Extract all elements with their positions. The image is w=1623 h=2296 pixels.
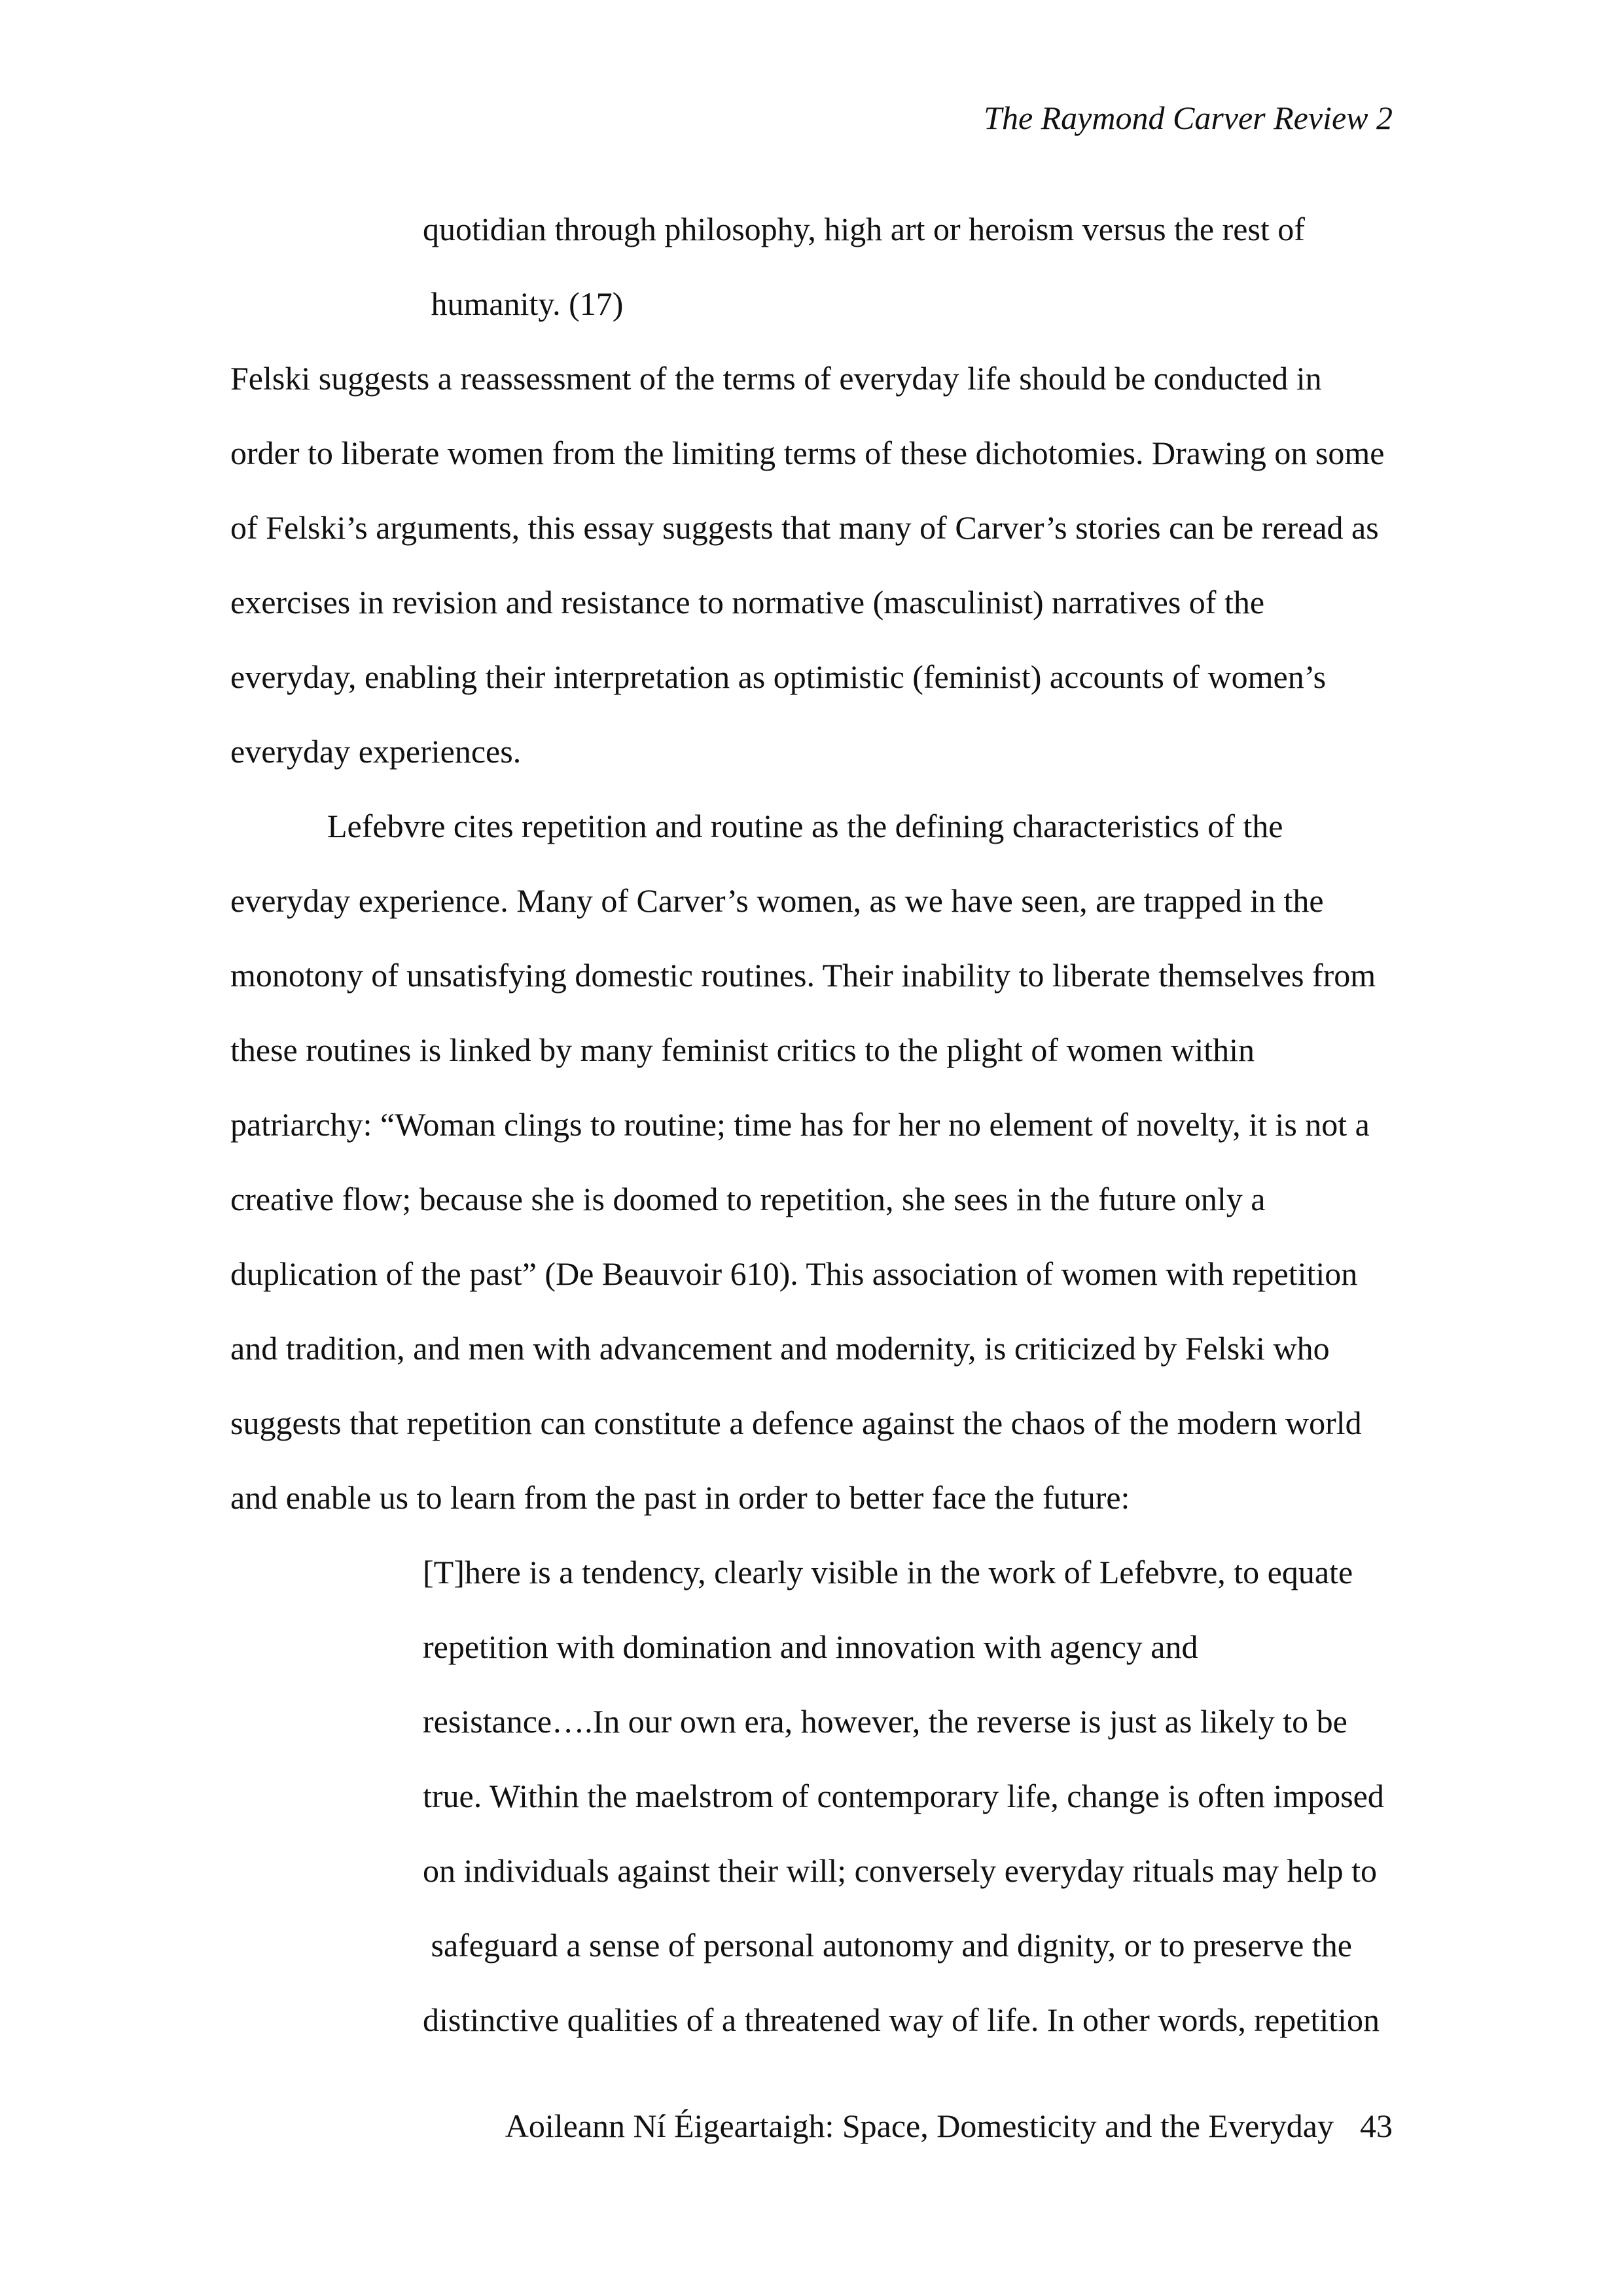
running-head: The Raymond Carver Review 2 <box>984 99 1393 136</box>
body-line: Lefebvre cites repetition and routine as the defining characteristics of the <box>327 808 1283 844</box>
body-line: everyday experiences. <box>230 733 522 770</box>
body-line: creative flow; because she is doomed to repetition, she sees in the future only a <box>230 1181 1266 1217</box>
body-line: Felski suggests a reassessment of the terms of everyday life should be conducted in <box>230 360 1322 397</box>
body-line: everyday experience. Many of Carver’s women, as we have seen, are trapped in the <box>230 882 1324 919</box>
quote-line: safeguard a sense of personal autonomy and dignity, or to preserve the <box>423 1927 1352 1964</box>
body-line: duplication of the past” (De Beauvoir 610). This association of women with repetition <box>230 1255 1358 1292</box>
body-line: patriarchy: “Woman clings to routine; time has for her no element of novelty, it is not a <box>230 1106 1370 1143</box>
body-line: and tradition, and men with advancement and modernity, is criticized by Felski who <box>230 1330 1330 1367</box>
quote-line: quotidian through philosophy, high art or heroism versus the rest of <box>423 211 1305 247</box>
body-line: and enable us to learn from the past in order to better face the future: <box>230 1479 1130 1516</box>
quote-line: on individuals against their will; conversely everyday rituals may help to <box>423 1852 1377 1889</box>
body-line: everyday, enabling their interpretation as optimistic (feminist) accounts of women’s <box>230 658 1327 695</box>
quote-line: [T]here is a tendency, clearly visible in the work of Lefebvre, to equate <box>423 1554 1353 1590</box>
body-line: suggests that repetition can constitute a defence against the chaos of the modern world <box>230 1405 1362 1441</box>
body-line: monotony of unsatisfying domestic routines. Their inability to liberate themselves from <box>230 957 1376 994</box>
body-line: of Felski’s arguments, this essay suggests that many of Carver’s stories can be reread as <box>230 509 1379 546</box>
footer-author-title: Aoileann Ní Éigeartaigh: Space, Domesticity and the Everyday <box>505 2108 1334 2144</box>
body-line: exercises in revision and resistance to normative (masculinist) narratives of the <box>230 584 1265 620</box>
quote-line: repetition with domination and innovation with agency and <box>423 1628 1198 1665</box>
page-number: 43 <box>1360 2108 1393 2144</box>
quote-line: humanity. (17) <box>423 285 624 322</box>
body-line: these routines is linked by many feminist critics to the plight of women within <box>230 1031 1255 1068</box>
quote-line: true. Within the maelstrom of contemporary life, change is often imposed <box>423 1778 1384 1814</box>
page-footer <box>505 2100 1393 2152</box>
quote-line: distinctive qualities of a threatened way of life. In other words, repetition <box>423 2001 1380 2038</box>
body-line: order to liberate women from the limiting terms of these dichotomies. Drawing on some <box>230 435 1385 471</box>
quote-line: resistance….In our own era, however, the reverse is just as likely to be <box>423 1703 1347 1740</box>
